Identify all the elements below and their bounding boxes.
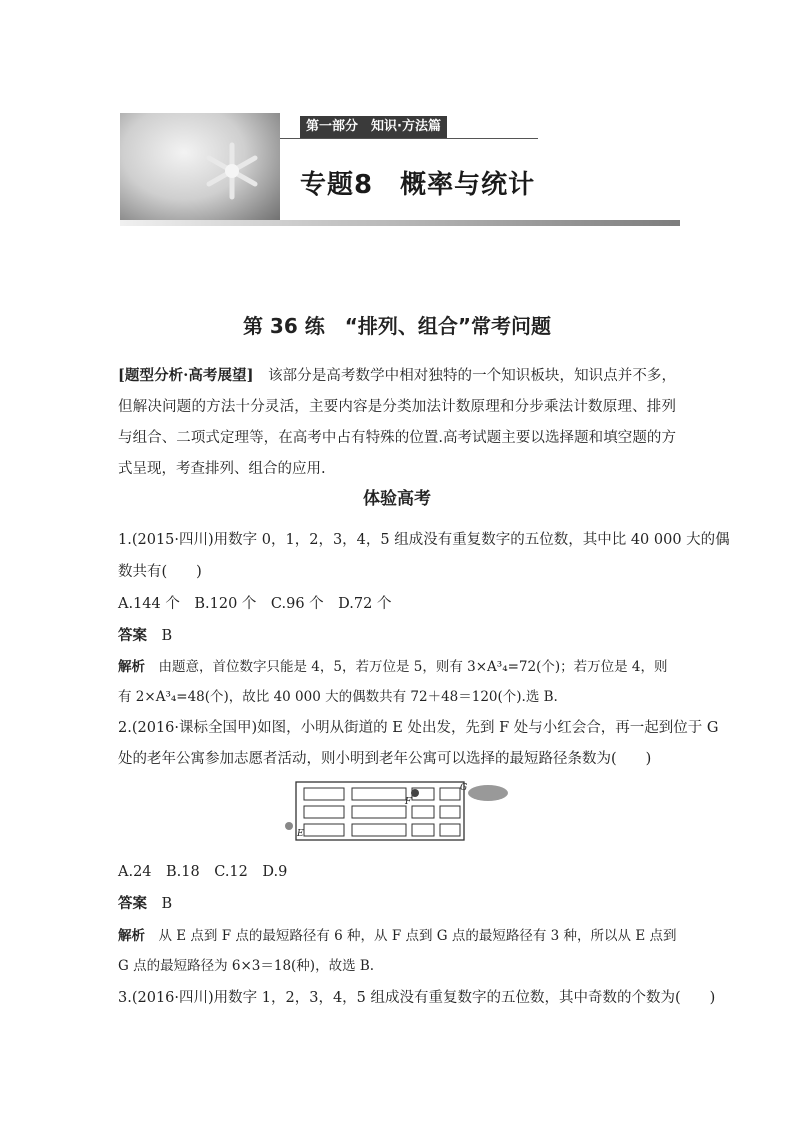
- section-title: 体验高考: [363, 489, 431, 509]
- banner-bottom-bar: [120, 220, 680, 226]
- q1-options: A.144 个 B.120 个 C.96 个 D.72 个: [118, 596, 392, 612]
- label-e: E: [297, 829, 304, 839]
- intro-tag: [题型分析·高考展望]: [118, 367, 254, 384]
- label-g: G: [460, 783, 468, 793]
- q2-options: A.24 B.18 C.12 D.9: [118, 864, 288, 880]
- q2-stem-line2: 处的老年公寓参加志愿者活动，则小明到老年公寓可以选择的最短路径条数为( ): [118, 751, 652, 767]
- snowflake-icon: [202, 141, 262, 201]
- q1-stem-line2: 数共有( ): [118, 564, 202, 580]
- banner-rule: [280, 138, 538, 139]
- solution-text: 从 E 点到 F 点的最短路径有 6 种，从 F 点到 G 点的最短路径有 3 种，所以从 E 点到: [158, 928, 677, 944]
- label-f: F: [405, 797, 412, 807]
- q1-answer: [118, 624, 678, 645]
- intro-text: 该部分是高考数学中相对独特的一个知识板块，知识点并不多，但解决问题的方法十分灵活，主要内容是分类加法计数原理和分步乘法计数原理、排列与组合、二项式定理等，在高考中占有特殊的位置.高考试题主要以选择题和填空题的方式呈现，考查排列、组合的应用.: [118, 368, 676, 477]
- q2-solution-line2: G 点的最短路径为 6×3＝18(种)，故选 B.: [118, 958, 375, 974]
- solution-label: 解析: [118, 659, 145, 675]
- street-map-figure: [280, 780, 510, 842]
- answer-value: B: [161, 896, 173, 912]
- topic-title: 专题8 概率与统计: [300, 170, 536, 200]
- q2-solution-line1: [118, 924, 678, 944]
- q1-stem-line1: 1.(2015·四川)用数字 0，1，2，3，4，5 组成没有重复数字的五位数，其中比 40 000 大的偶: [118, 532, 730, 548]
- apartment-icon: [468, 785, 508, 801]
- answer-value: B: [161, 628, 173, 644]
- person-xiaohong-icon: [411, 789, 419, 797]
- q2-stem-line1: 2.(2016·课标全国甲)如图，小明从街道的 E 处出发，先到 F 处与小红会合，再一起到位于 G: [118, 720, 719, 736]
- solution-text: 由题意，首位数字只能是 4，5，若万位是 5，则有 3×A³₄=72(个)；若万位是 4，则: [158, 659, 668, 675]
- answer-label: 答案: [118, 627, 147, 644]
- part-label: 第一部分 知识·方法篇: [300, 116, 447, 138]
- q2-answer: [118, 892, 678, 913]
- q3-stem-line1: 3.(2016·四川)用数字 1，2，3，4，5 组成没有重复数字的五位数，其中奇数的个数为( ): [118, 990, 716, 1006]
- banner-photo: [120, 113, 280, 226]
- q1-solution-line1: [118, 655, 678, 675]
- q1-solution-line2: 有 2×A³₄=48(个)，故比 40 000 大的偶数共有 72＋48＝120(个).选 B.: [118, 689, 558, 705]
- intro-paragraph: [118, 360, 676, 485]
- answer-label: 答案: [118, 895, 147, 912]
- lesson-title: 第 36 练 “排列、组合”常考问题: [242, 314, 552, 338]
- solution-label: 解析: [118, 928, 145, 944]
- person-xiaoming-icon: [285, 822, 293, 830]
